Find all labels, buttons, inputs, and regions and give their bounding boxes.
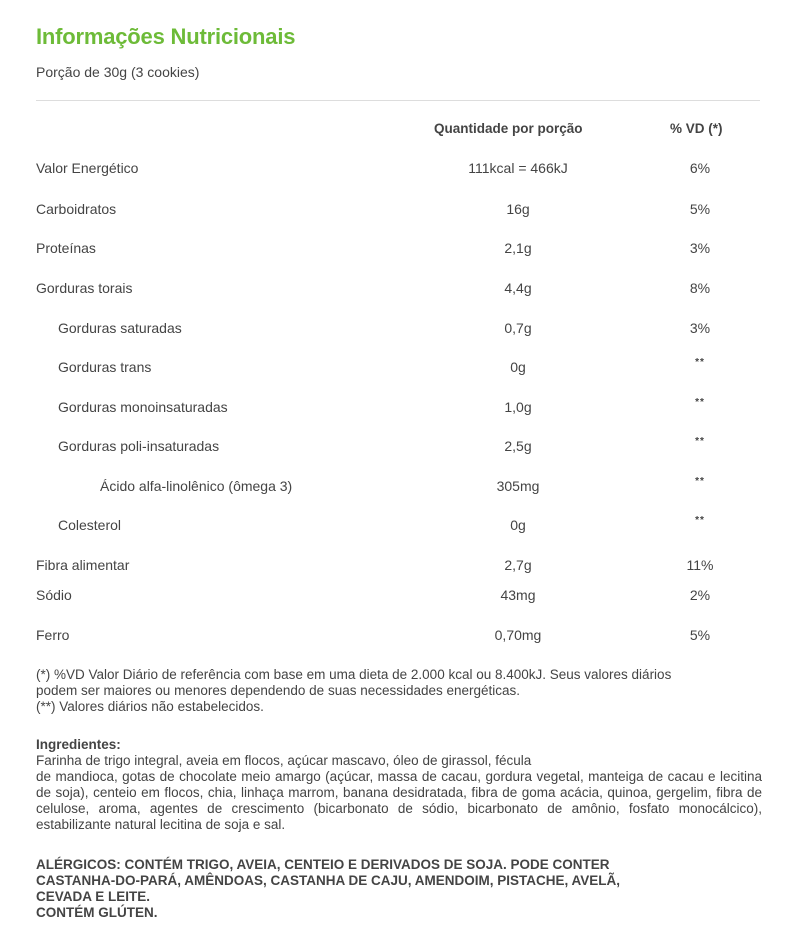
- nutrient-quantity: 2,5g: [504, 438, 532, 454]
- nutrient-name: Proteínas: [36, 240, 96, 256]
- page-title: Informações Nutricionais: [36, 24, 296, 49]
- nutrient-quantity: 1,0g: [504, 399, 532, 415]
- table-row: [0, 587, 800, 609]
- table-row: [0, 160, 800, 182]
- nutrient-daily-value: **: [695, 357, 705, 368]
- table-row: [0, 201, 800, 223]
- table-row: [0, 627, 800, 649]
- table-row: [0, 517, 800, 539]
- allergens-section: [36, 857, 736, 921]
- nutrient-name: Gorduras trans: [58, 359, 152, 375]
- nutrient-quantity: 0,70mg: [494, 627, 542, 643]
- allergens-line: ALÉRGICOS: CONTÉM TRIGO, AVEIA, CENTEIO E DERIVADOS DE SOJA. PODE CONTER: [36, 857, 610, 872]
- footnotes: [36, 667, 766, 715]
- nutrient-daily-value: 8%: [689, 280, 711, 296]
- nutrient-name: Fibra alimentar: [36, 557, 130, 573]
- table-row: [0, 557, 800, 579]
- footnote-not-established: (**) Valores diários não estabelecidos.: [36, 699, 264, 714]
- ingredients-text: de mandioca, gotas de chocolate meio amargo (açúcar, massa de cacau, gordura vegetal, manteiga de cacau e lecitina de soja), centeio em flocos, chia, linhaça marrom, banana desidratada, fibra de goma acácia, quinoa, gergelim, fibra de celulose, aroma, agentes de crescimento (bicarbonato de sódio, bicarbonato de amônio, fosfato monocálcico), estabilizante natural lecitina de soja e sal.: [36, 769, 762, 832]
- nutrient-daily-value: **: [695, 397, 705, 408]
- nutrient-quantity: 16g: [506, 201, 530, 217]
- table-row: [0, 399, 800, 421]
- table-row: [0, 240, 800, 262]
- nutrient-name: Valor Energético: [36, 160, 139, 176]
- footnote-vd-continued: podem ser maiores ou menores dependendo de suas necessidades energéticas.: [36, 683, 521, 698]
- table-row: [0, 359, 800, 381]
- nutrient-quantity: 0g: [510, 517, 526, 533]
- portion-size: Porção de 30g (3 cookies): [36, 64, 200, 80]
- nutrient-daily-value: 3%: [689, 320, 711, 336]
- nutrient-name: Ferro: [36, 627, 70, 643]
- nutrient-daily-value: 11%: [686, 557, 714, 573]
- table-row: [0, 478, 800, 500]
- nutrient-quantity: 2,1g: [504, 240, 532, 256]
- nutrient-quantity: 43mg: [500, 587, 536, 603]
- nutrient-daily-value: 3%: [689, 240, 711, 256]
- nutrient-daily-value: 2%: [689, 587, 711, 603]
- table-row: [0, 320, 800, 342]
- nutrient-quantity: 0,7g: [504, 320, 532, 336]
- nutrient-quantity: 111kcal = 466kJ: [468, 160, 568, 176]
- nutrient-quantity: 4,4g: [504, 280, 532, 296]
- ingredients-first-line: Farinha de trigo integral, aveia em flocos, açúcar mascavo, óleo de girassol, fécula: [36, 753, 532, 768]
- nutrient-daily-value: **: [695, 436, 705, 447]
- nutrient-name: Carboidratos: [36, 201, 117, 217]
- nutrient-daily-value: 5%: [689, 627, 711, 643]
- nutrient-quantity: 2,7g: [504, 557, 532, 573]
- table-row: [0, 280, 800, 302]
- nutrient-quantity: 305mg: [496, 478, 540, 494]
- nutrient-name: Gorduras torais: [36, 280, 133, 296]
- nutrient-name: Gorduras poli-insaturadas: [58, 438, 220, 454]
- nutrient-name: Gorduras monoinsaturadas: [58, 399, 228, 415]
- divider: [36, 100, 760, 101]
- ingredients-section: [36, 737, 762, 833]
- nutrient-name: Colesterol: [58, 517, 122, 533]
- allergens-line: CASTANHA-DO-PARÁ, AMÊNDOAS, CASTANHA DE CAJU, AMENDOIM, PISTACHE, AVELÃ,: [36, 873, 621, 888]
- ingredients-heading: Ingredientes:: [36, 737, 121, 752]
- table-row: [0, 438, 800, 460]
- column-header-quantity: Quantidade por porção: [434, 121, 583, 136]
- nutrient-quantity: 0g: [510, 359, 526, 375]
- gluten-warning: CONTÉM GLÚTEN.: [36, 905, 158, 920]
- nutrient-name: Gorduras saturadas: [58, 320, 182, 336]
- nutrient-name: Sódio: [36, 587, 72, 603]
- column-header-vd: % VD (*): [670, 121, 723, 136]
- allergens-line: CEVADA E LEITE.: [36, 889, 151, 904]
- nutrient-daily-value: **: [695, 515, 705, 526]
- nutrient-daily-value: **: [695, 476, 705, 487]
- nutrient-daily-value: 6%: [689, 160, 711, 176]
- nutrient-daily-value: 5%: [689, 201, 711, 217]
- footnote-vd: (*) %VD Valor Diário de referência com base em uma dieta de 2.000 kcal ou 8.400kJ. Seus valores diários: [36, 667, 672, 682]
- nutrient-name: Ácido alfa-linolênico (ômega 3): [100, 478, 293, 494]
